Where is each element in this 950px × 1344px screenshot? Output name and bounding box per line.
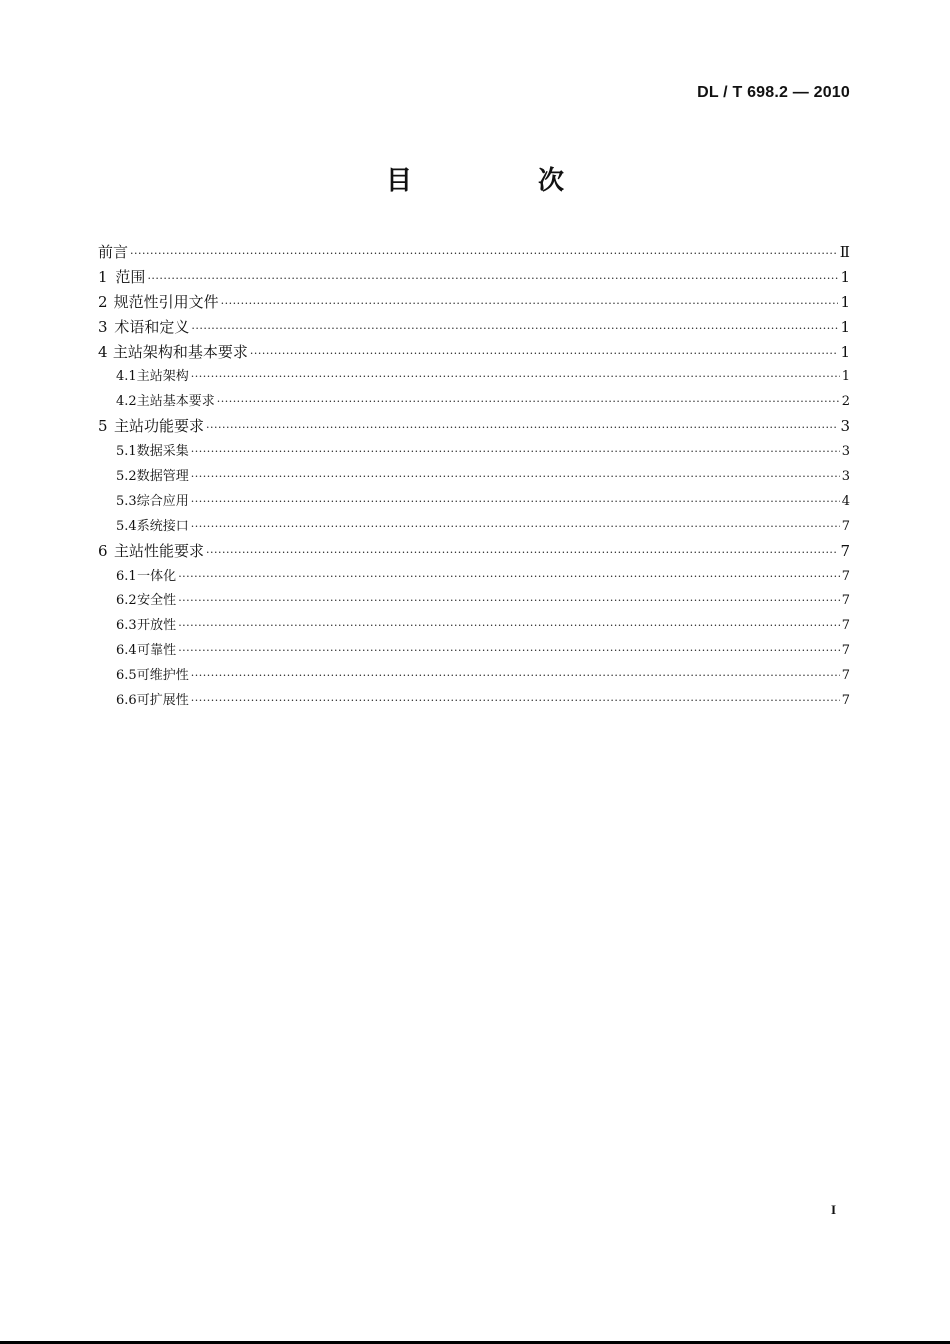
toc-entry-number: 6.6 xyxy=(116,693,137,709)
toc-entry-page: 3 xyxy=(841,444,850,460)
toc-entry-page: 1 xyxy=(840,342,850,361)
toc-dot-leader xyxy=(178,570,840,583)
toc-dot-leader xyxy=(191,470,840,483)
toc-dot-leader xyxy=(221,297,839,310)
toc-entry-title: 可靠性 xyxy=(137,643,177,659)
toc-dot-leader xyxy=(206,421,838,434)
toc-entry-page: 1 xyxy=(840,292,850,311)
toc-dot-leader xyxy=(206,546,838,559)
toc-entry-number: 5.3 xyxy=(116,493,137,509)
toc-entry[interactable] xyxy=(98,341,850,366)
toc-entry[interactable] xyxy=(98,316,850,341)
toc-entry[interactable] xyxy=(98,689,850,714)
toc-dot-leader xyxy=(191,495,840,508)
toc-entry[interactable] xyxy=(98,664,850,689)
toc-entry-title: 综合应用 xyxy=(136,493,189,509)
toc-entry-number: 2 xyxy=(98,292,108,311)
toc-title: 目 次 xyxy=(385,166,614,196)
toc-entry-title: 主站架构 xyxy=(136,369,189,385)
toc-entry-title: 数据管理 xyxy=(136,469,189,485)
toc-dot-leader xyxy=(217,395,840,408)
toc-entry-number: 5 xyxy=(98,417,108,436)
toc-dot-leader xyxy=(178,644,840,657)
toc-entry-page: 3 xyxy=(841,469,850,485)
toc-entry[interactable] xyxy=(98,614,850,639)
toc-entry-page: 7 xyxy=(840,541,850,560)
toc-dot-leader xyxy=(191,322,838,335)
toc-entry-title: 开放性 xyxy=(137,618,177,634)
toc-dot-leader xyxy=(191,520,840,533)
toc-entry[interactable] xyxy=(98,540,850,565)
toc-entry-page: 7 xyxy=(841,593,850,609)
toc-entry-page: 7 xyxy=(841,618,850,634)
toc-entry-number: 6.1 xyxy=(116,568,137,584)
toc-entry[interactable] xyxy=(98,639,850,664)
toc-dot-leader xyxy=(147,272,838,285)
toc-entry[interactable] xyxy=(98,291,850,316)
toc-entry-title: 主站架构和基本要求 xyxy=(112,342,248,361)
toc-entry-page: 7 xyxy=(841,693,850,709)
toc-entry-number: 1 xyxy=(98,267,108,286)
toc-entry-number: 4.2 xyxy=(116,394,137,410)
toc-dot-leader xyxy=(191,445,840,458)
toc-entry-title: 主站性能要求 xyxy=(113,541,204,560)
toc-entry[interactable] xyxy=(98,266,850,291)
toc-dot-leader xyxy=(191,669,840,682)
toc-entry[interactable] xyxy=(98,490,850,515)
toc-entry-title: 前言 xyxy=(98,243,129,261)
toc-entry-number: 6.4 xyxy=(116,643,137,659)
toc-entry-page: 3 xyxy=(840,417,850,436)
toc-entry-number: 4.1 xyxy=(116,369,137,385)
toc-entry-number: 5.4 xyxy=(116,518,137,534)
toc-entry[interactable] xyxy=(98,415,850,440)
toc-dot-leader xyxy=(178,594,840,607)
toc-entry[interactable] xyxy=(98,365,850,390)
toc-dot-leader xyxy=(191,370,840,383)
toc-entry-number: 3 xyxy=(98,317,108,336)
toc-dot-leader xyxy=(191,694,840,707)
toc-entry-title: 规范性引用文件 xyxy=(113,292,219,311)
toc-entry-number: 6.3 xyxy=(116,618,137,634)
toc-entry-number: 4 xyxy=(98,342,108,361)
toc-entry-page: 7 xyxy=(841,518,850,534)
standard-code: DL / T 698.2 — 2010 xyxy=(697,84,850,101)
page-number: I xyxy=(830,1202,836,1217)
toc-entry-title: 安全性 xyxy=(137,593,177,609)
toc-entry-number: 5.1 xyxy=(116,444,137,460)
toc-entry[interactable] xyxy=(98,440,850,465)
toc-entry-number: 5.2 xyxy=(116,469,137,485)
toc-entry-page: 7 xyxy=(841,568,850,584)
toc-entry-number: 6.5 xyxy=(116,668,137,684)
toc-entry[interactable] xyxy=(98,589,850,614)
toc-entry-number: 6 xyxy=(98,541,108,560)
table-of-contents xyxy=(98,241,850,714)
toc-entry-title: 一体化 xyxy=(137,568,177,584)
toc-entry[interactable] xyxy=(98,241,850,266)
toc-entry-title: 可扩展性 xyxy=(136,693,189,709)
toc-dot-leader xyxy=(250,347,839,360)
toc-entry-page: 1 xyxy=(841,369,850,385)
toc-entry-title: 可维护性 xyxy=(136,668,189,684)
toc-entry[interactable] xyxy=(98,565,850,590)
toc-entry-page: Ⅱ xyxy=(839,243,850,261)
toc-entry-page: 7 xyxy=(841,668,850,684)
toc-entry-page: 1 xyxy=(840,317,850,336)
toc-dot-leader xyxy=(130,247,838,260)
toc-entry-title: 数据采集 xyxy=(136,444,189,460)
toc-entry-title: 系统接口 xyxy=(136,518,189,534)
toc-entry[interactable] xyxy=(98,465,850,490)
toc-entry-number: 6.2 xyxy=(116,593,137,609)
toc-entry[interactable] xyxy=(98,515,850,540)
toc-entry-page: 1 xyxy=(840,267,850,286)
toc-entry-title: 主站基本要求 xyxy=(136,394,215,410)
toc-dot-leader xyxy=(178,619,840,632)
toc-entry-title: 主站功能要求 xyxy=(113,417,204,436)
toc-entry-title: 范围 xyxy=(115,267,146,286)
toc-entry-page: 2 xyxy=(841,394,850,410)
toc-entry-page: 7 xyxy=(841,643,850,659)
toc-entry[interactable] xyxy=(98,390,850,415)
toc-entry-page: 4 xyxy=(841,493,850,509)
toc-entry-title: 术语和定义 xyxy=(114,317,190,336)
